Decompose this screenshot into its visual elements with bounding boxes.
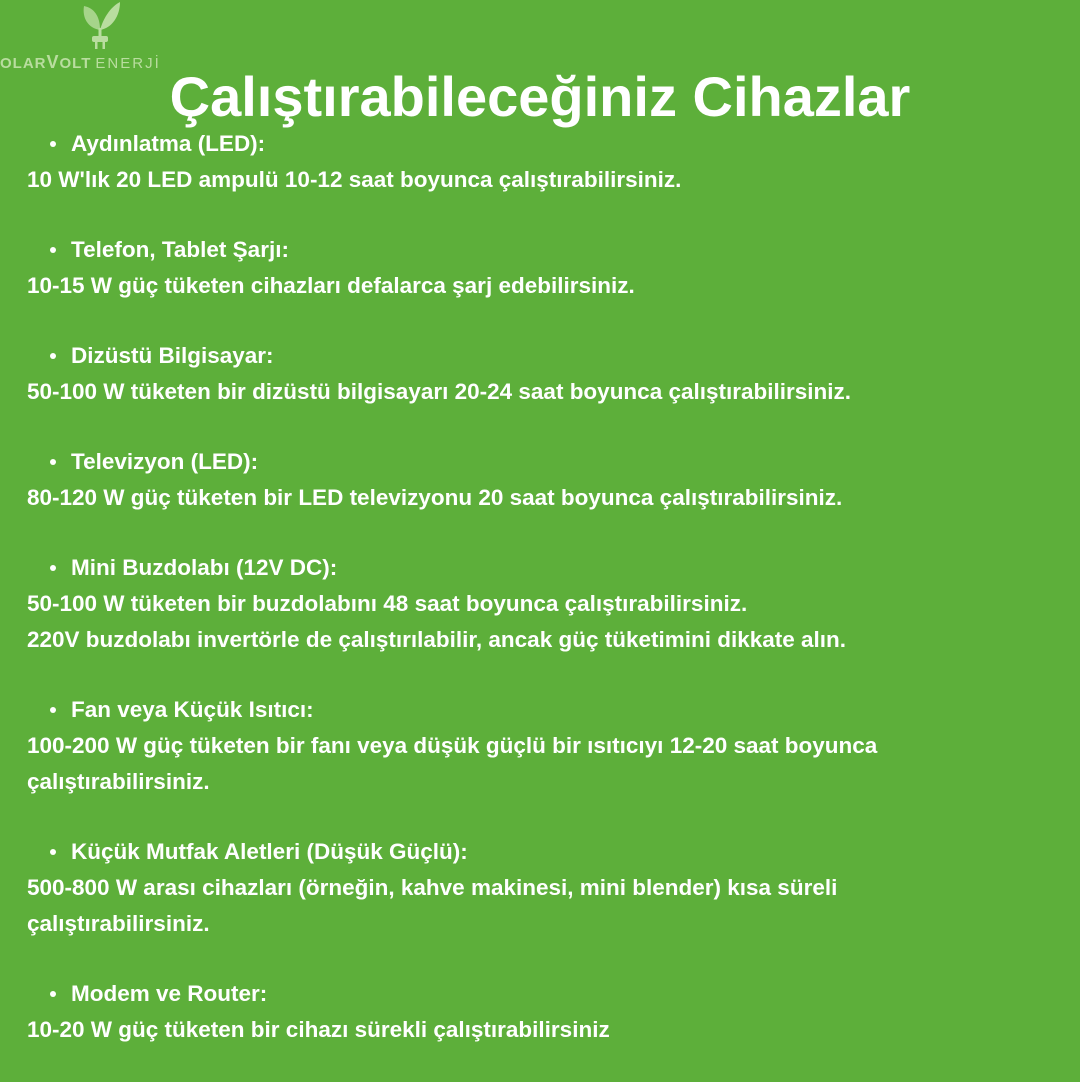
item-heading: [27, 834, 1047, 870]
bullet-icon: [50, 459, 56, 465]
bullet-icon: [50, 141, 56, 147]
bullet-icon: [50, 353, 56, 359]
bullet-icon: [50, 247, 56, 253]
list-item: [27, 550, 1047, 658]
device-list: [27, 126, 1047, 1082]
item-heading: [27, 976, 1047, 1012]
item-description: 10-20 W güç tüketen bir cihazı sürekli çalıştırabilirsiniz: [27, 1017, 610, 1042]
brand-v-mark: V: [46, 52, 60, 72]
item-heading-text: Telefon, Tablet Şarjı:: [71, 237, 289, 262]
item-heading-text: Aydınlatma (LED):: [71, 131, 266, 156]
item-heading: [27, 338, 1047, 374]
item-heading: [27, 692, 1047, 728]
item-heading-text: Modem ve Router:: [71, 981, 268, 1006]
item-description: 100-200 W güç tüketen bir fanı veya düşük güçlü bir ısıtıcıyı 12-20 saat boyunca: [27, 733, 878, 758]
item-description: 80-120 W güç tüketen bir LED televizyonu 20 saat boyunca çalıştırabilirsiniz.: [27, 485, 843, 510]
item-description: 500-800 W arası cihazları (örneğin, kahve makinesi, mini blender) kısa süreli: [27, 875, 838, 900]
bullet-icon: [50, 849, 56, 855]
list-item: [27, 976, 1047, 1048]
list-item: [27, 834, 1047, 942]
item-heading: [27, 232, 1047, 268]
item-heading-text: Mini Buzdolabı (12V DC):: [71, 555, 338, 580]
brand-suffix: ENERJİ: [95, 55, 161, 72]
item-description: çalıştırabilirsiniz.: [27, 769, 210, 794]
item-heading: [27, 444, 1047, 480]
bullet-icon: [50, 991, 56, 997]
item-heading-text: Küçük Mutfak Aletleri (Düşük Güçlü):: [71, 839, 468, 864]
item-description: 10-15 W güç tüketen cihazları defalarca şarj edebilirsiniz.: [27, 273, 635, 298]
brand-part2: OLT: [59, 55, 92, 72]
item-description: 50-100 W tüketen bir buzdolabını 48 saat boyunca çalıştırabilirsiniz.: [27, 591, 748, 616]
item-heading-text: Fan veya Küçük Isıtıcı:: [71, 697, 314, 722]
brand-part1: OLAR: [0, 55, 47, 72]
bullet-icon: [50, 707, 56, 713]
item-heading-text: Televizyon (LED):: [71, 449, 259, 474]
page-title: Çalıştırabileceğiniz Cihazlar: [169, 65, 911, 128]
item-description: 10 W'lık 20 LED ampulü 10-12 saat boyunca çalıştırabilirsiniz.: [27, 167, 682, 192]
item-heading: [27, 126, 1047, 162]
item-heading-text: Dizüstü Bilgisayar:: [71, 343, 274, 368]
list-item: [27, 692, 1047, 800]
item-description: 50-100 W tüketen bir dizüstü bilgisayarı 20-24 saat boyunca çalıştırabilirsiniz.: [27, 379, 852, 404]
list-item: [27, 232, 1047, 304]
item-description: çalıştırabilirsiniz.: [27, 911, 210, 936]
bullet-icon: [50, 565, 56, 571]
leaf-plug-icon: [78, 0, 122, 52]
list-item: [27, 126, 1047, 198]
list-item: [27, 338, 1047, 410]
item-description: 220V buzdolabı invertörle de çalıştırılabilir, ancak güç tüketimini dikkate alın.: [27, 627, 847, 652]
list-item: [27, 444, 1047, 516]
item-heading: [27, 550, 1047, 586]
